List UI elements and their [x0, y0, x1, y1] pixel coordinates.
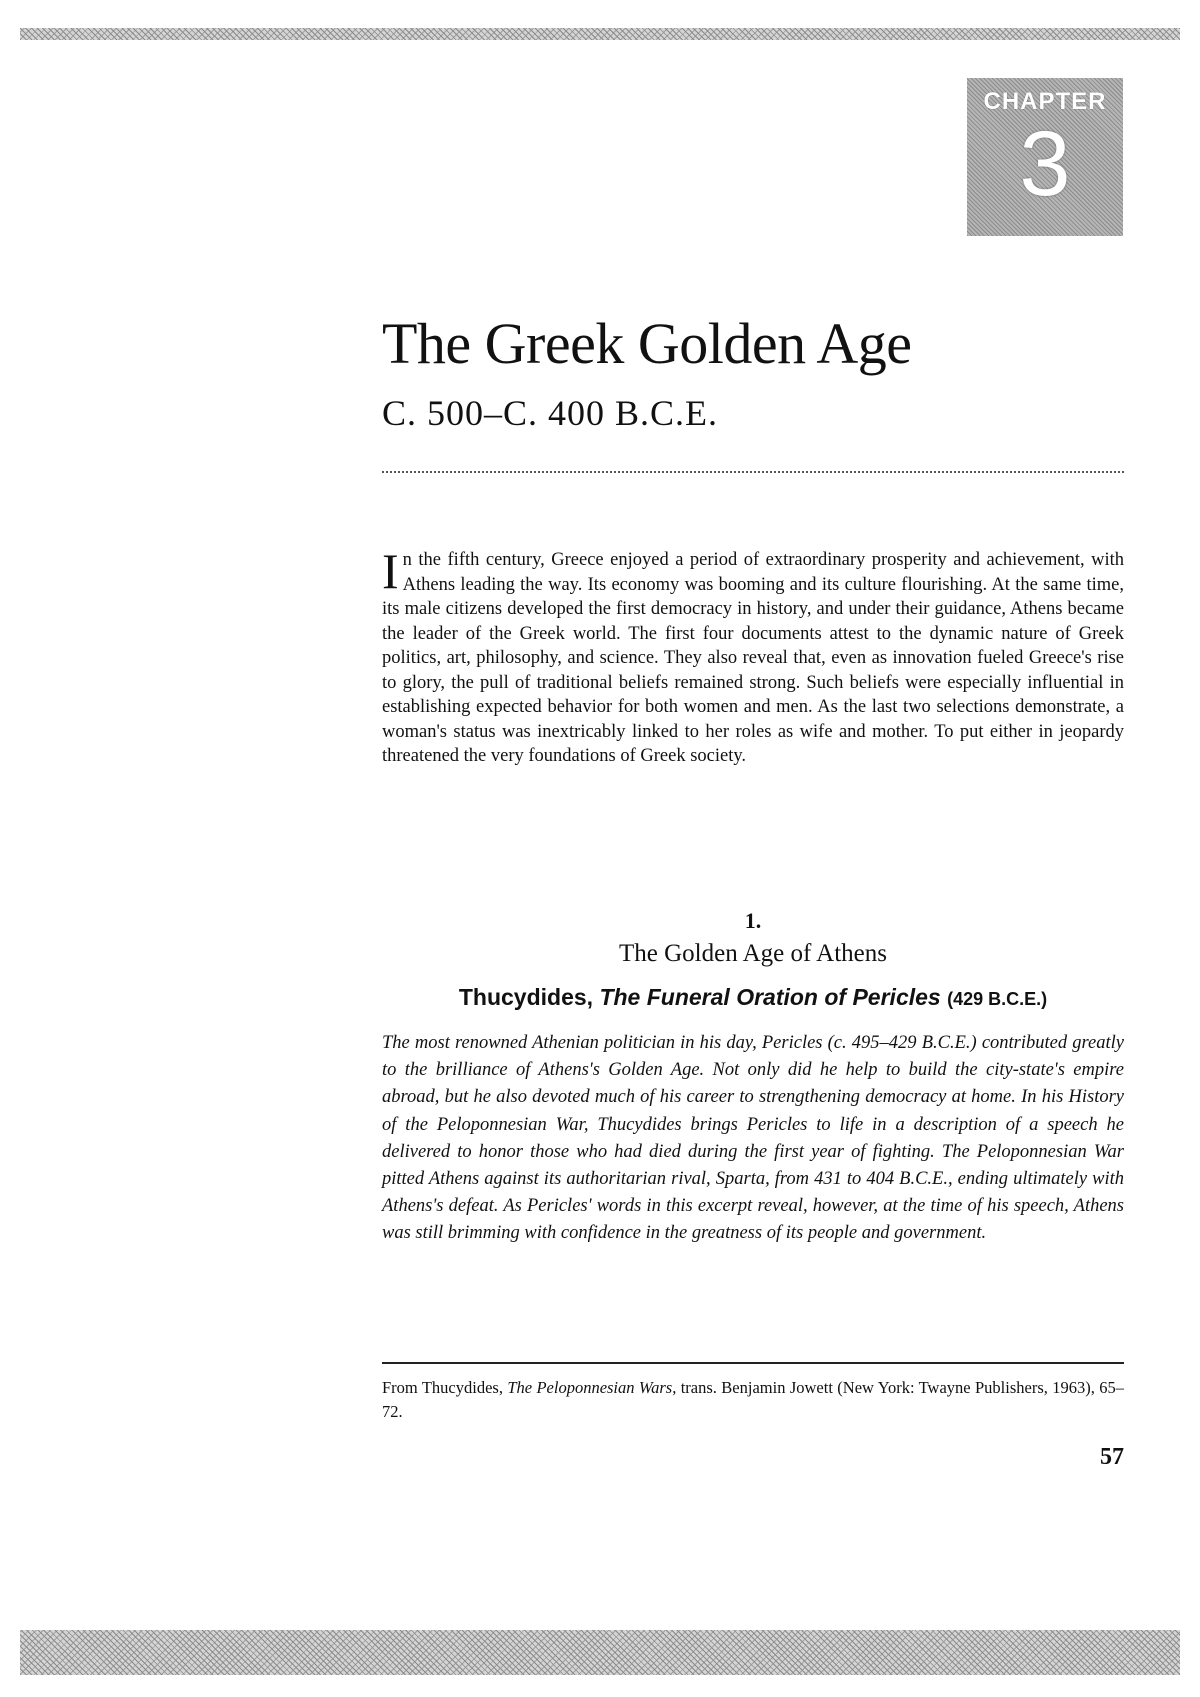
section-number: 1.	[744, 908, 762, 933]
chapter-number: 3	[1019, 113, 1071, 215]
footnote	[382, 1376, 1124, 1424]
headnote-paragraph: The most renowned Athenian politician in his day, Pericles (c. 495–429 B.C.E.) contributed greatly to the brilliance of Athens's Golden Age. Not only did he help to build the city-state's empire abroad, but he also devoted much of his career to strengthening democracy at home. In his History of the Peloponnesian War, Thucydides brings Pericles to life in a description of a speech he delivered to honor those who had died during the first year of fighting. The Peloponnesian War pitted Athens against its authoritarian rival, Sparta, from 431 to 404 B.C.E., ending ultimately with Athens's defeat. As Pericles' words in this excerpt reveal, however, at the time of his speech, Athens was still brimming with confidence in the greatness of its people and government.	[382, 1033, 1124, 1244]
scan-edge-bottom	[20, 1630, 1180, 1675]
scan-edge-top	[20, 28, 1180, 40]
source-heading	[382, 984, 1124, 1011]
footnote-work: The Peloponnesian Wars	[507, 1378, 673, 1397]
chapter-date-range: C. 500–C. 400 B.C.E.	[382, 393, 719, 433]
drop-cap: I	[382, 543, 399, 599]
footnote-divider	[382, 1362, 1124, 1364]
footnote-suffix: , trans. Benjamin Jowett (New York: Twayne Publishers, 1963), 65–72.	[382, 1378, 1124, 1421]
source-title: The Funeral Oration of Pericles	[599, 984, 941, 1010]
footnote-prefix: From Thucydides,	[382, 1378, 508, 1397]
chapter-title: The Greek Golden Age	[382, 311, 912, 376]
chapter-label: CHAPTER	[983, 88, 1107, 115]
chapter-badge	[967, 78, 1123, 236]
intro-text: n the fifth century, Greece enjoyed a period of extraordinary prosperity and achievement, with Athens leading the way. Its economy was booming and its culture flourishing. At the same time, its male citizens developed the first democracy in history, and under their guidance, Athens became the leader of the Greek world. The first four documents attest to the dynamic nature of Greek politics, art, philosophy, and science. They also reveal that, even as innovation fueled Greece's rise to glory, the pull of traditional beliefs remained strong. Such beliefs were especially influential in establishing expected behavior for both women and men. As the last two selections demonstrate, a woman's status was inextricably linked to her roles as wife and mother. To put either in jeopardy threatened the very foundations of Greek society.	[382, 550, 1124, 766]
title-divider	[382, 471, 1124, 473]
section-heading: The Golden Age of Athens	[618, 940, 887, 967]
page-number: 57	[1100, 1444, 1124, 1470]
source-author: Thucydides,	[458, 984, 600, 1010]
intro-paragraph	[382, 543, 1124, 769]
source-date: (429 B.C.E.)	[947, 989, 1048, 1009]
